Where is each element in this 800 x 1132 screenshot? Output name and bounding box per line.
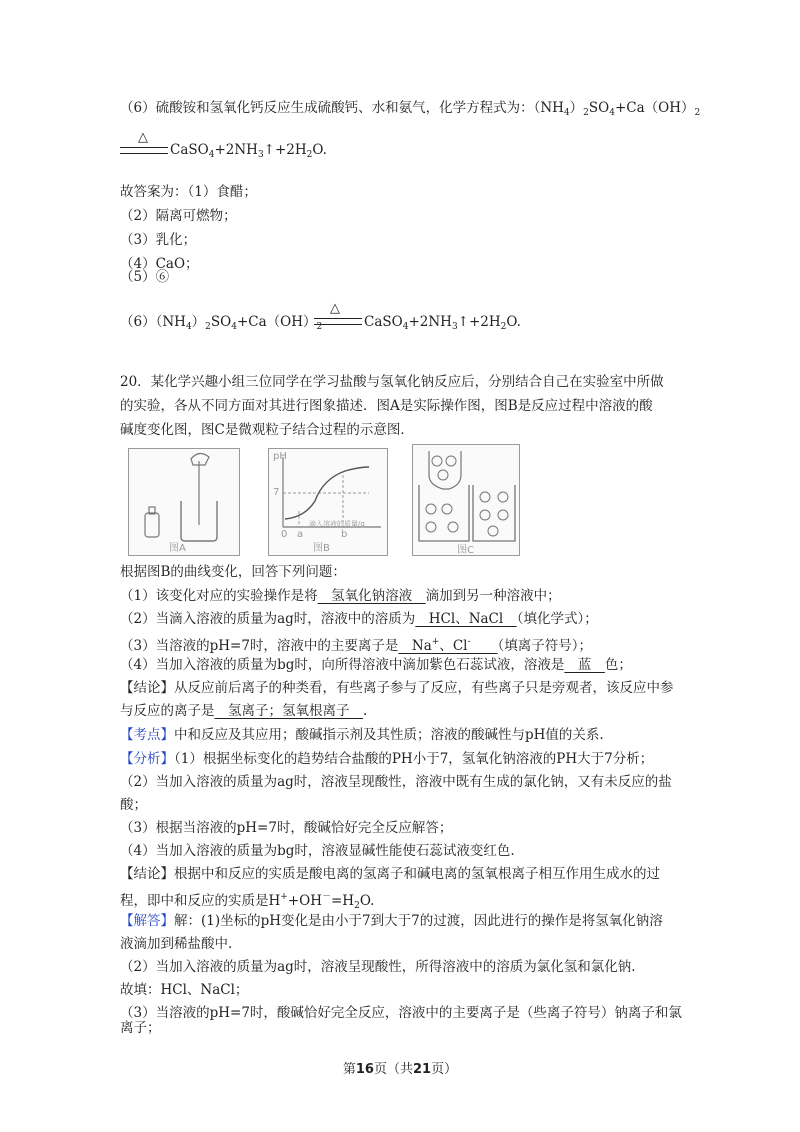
figure-a-caption: 图A — [169, 543, 186, 554]
figure-b-origin: 0 — [281, 529, 288, 540]
jieda-line-1: 【解答】解：(1)坐标的pH变化是由小于7到大于7的过渡，因此进行的操作是将氢氧化钠溶 — [120, 913, 663, 929]
kaodian-tag: 【考点】 — [120, 727, 174, 743]
jieda-line-3: （2）当加入溶液的质量为ag时，溶液呈现酸性，所得溶液中的溶质为氯化氢和氯化钠. — [120, 959, 636, 975]
heating-delta-icon: △ — [138, 130, 148, 145]
ion-particle — [480, 510, 490, 520]
figure-a — [128, 448, 240, 556]
q6-equation-line: （6）硫酸铵和氢氧化钙反应生成硫酸钙、水和氨气，化学方程式为：$(NH_4)_2SO_4+Ca(OH)_2$ — [120, 100, 701, 118]
fenxi-line-1: 【分析】（1）根据坐标变化的趋势结合盐酸的PH小于7，氢氧化钠溶液的PH大于7分析； — [120, 751, 654, 767]
jielun-line-1: 【结论】根据中和反应的实质是酸电离的氢离子和碱电离的氢氧根离子相互作用生成水的过 — [120, 866, 660, 882]
sub-question-4: （4）当加入溶液的质量为bg时，向所得溶液中滴加紫色石蕊试液，溶液是 蓝 色； — [120, 657, 632, 673]
figure-c-caption: 图C — [457, 545, 474, 556]
equals-sign — [314, 318, 362, 325]
q20-line-1: 20．某化学兴趣小组三位同学在学习盐酸与氢氧化钠反应后，分别结合自己在实验室中所做 — [120, 374, 664, 390]
figure-b-ylabel: pH — [273, 451, 287, 462]
fenxi-tag: 【分析】 — [120, 751, 174, 767]
jieda-line-6: 离子； — [120, 1020, 161, 1036]
sub-question-2: （2）当滴入溶液的质量为ag时，溶液中的溶质为 HCl、NaCl （填化学式）； — [120, 611, 598, 627]
jieda-line-2: 液滴加到稀盐酸中. — [120, 936, 233, 952]
heating-delta-icon: △ — [330, 301, 340, 316]
ion-particle — [448, 522, 458, 532]
ion-particle — [498, 510, 508, 520]
ion-particle — [446, 456, 456, 466]
fenxi-line-4: （3）根据当溶液的pH=7时，酸碱恰好完全反应解答； — [120, 820, 453, 836]
hand-icon — [191, 453, 209, 465]
equals-sign — [120, 147, 168, 154]
conclusion-line-1: 【结论】从反应前后离子的种类看，有些离子参与了反应，有些离子只是旁观者，该反应中参 — [120, 680, 674, 696]
kaodian: 【考点】中和反应及其应用；酸碱指示剂及其性质；溶液的酸碱性与pH值的关系. — [120, 727, 604, 743]
ion-particle — [442, 504, 452, 514]
page-footer: 第16页（共21页） — [342, 1062, 458, 1077]
figure-c-drawing — [413, 445, 519, 555]
answer-2: （2）隔离可燃物； — [120, 208, 237, 224]
bottle-icon — [145, 513, 159, 537]
answer-6-products: $CaSO_4+2NH_3↑+2H_2O$. — [364, 314, 521, 332]
figure-b-caption: 图B — [313, 543, 330, 554]
answer-3: （3）乳化； — [120, 232, 197, 248]
figure-b — [268, 448, 388, 556]
fenxi-line-2: （2）当加入溶液的质量为ag时，溶液呈现酸性，溶液中既有生成的氯化钠，又有未反应的盐 — [120, 774, 672, 790]
sub-question-3: （3）当溶液的pH=7时，溶液中的主要离子是 Na+、Cl- （填离子符号）； — [120, 637, 593, 654]
page-number: 16 — [355, 1062, 374, 1077]
answer-5: （5）⑥ — [120, 269, 170, 285]
ion-particle — [488, 526, 498, 536]
answer-4: （4）CaO； — [120, 256, 199, 272]
q6-products: $CaSO_4+2NH_3↑+2H_2O$. — [170, 142, 327, 160]
fenxi-line-3: 酸； — [120, 797, 147, 813]
ion-particle — [426, 504, 436, 514]
ph-curve — [285, 467, 369, 519]
q20-line-3: 碱度变化图，图C是微观粒子结合过程的示意图． — [120, 422, 414, 438]
sub-question-1: （1）该变化对应的实验操作是将 氢氧化钠溶液 滴加到另一种溶液中； — [120, 588, 561, 604]
page-total: 21 — [413, 1062, 432, 1077]
answer-6: $(6)(NH_4)_2SO_4+Ca(OH)_2$ — [120, 314, 323, 332]
answer-intro: 故答案为：（1）食醋； — [120, 184, 257, 200]
ion-particle — [480, 492, 490, 502]
jieda-line-4: 故填：HCl、NaCl； — [120, 982, 249, 998]
jieda-line-5: （3）当溶液的pH=7时，酸碱恰好完全反应，溶液中的主要离子是（些离子符号）钠离子和氯 — [120, 1005, 682, 1021]
q20-line-2: 的实验，各从不同方面对其进行图象描述．图A是实际操作图，图B是反应过程中溶液的酸 — [120, 398, 653, 414]
ion-particle — [426, 522, 436, 532]
figure-b-y7: 7 — [273, 487, 280, 498]
figure-b-b-tick: b — [341, 529, 348, 540]
conclusion-line-2: 与反应的离子是 氢离子；氢氧根离子 . — [120, 703, 368, 719]
figure-b-a-tick: a — [297, 529, 304, 540]
prompt: 根据图B的曲线变化，回答下列问题： — [120, 564, 346, 580]
figure-b-xlabel: 滴入溶液的质量/g — [309, 520, 365, 528]
jielun-line-2: 程，即中和反应的实质是$H^++OH^-=H_2O$. — [120, 892, 375, 911]
fenxi-line-5: （4）当加入溶液的质量为bg时，溶液显碱性能使石蕊试液变红色. — [120, 843, 515, 859]
figure-c — [412, 444, 520, 556]
ion-particle — [438, 470, 448, 480]
ion-particle — [498, 492, 508, 502]
jieda-tag: 【解答】 — [120, 913, 174, 929]
beaker-right — [473, 485, 515, 541]
ion-particle — [432, 456, 442, 466]
